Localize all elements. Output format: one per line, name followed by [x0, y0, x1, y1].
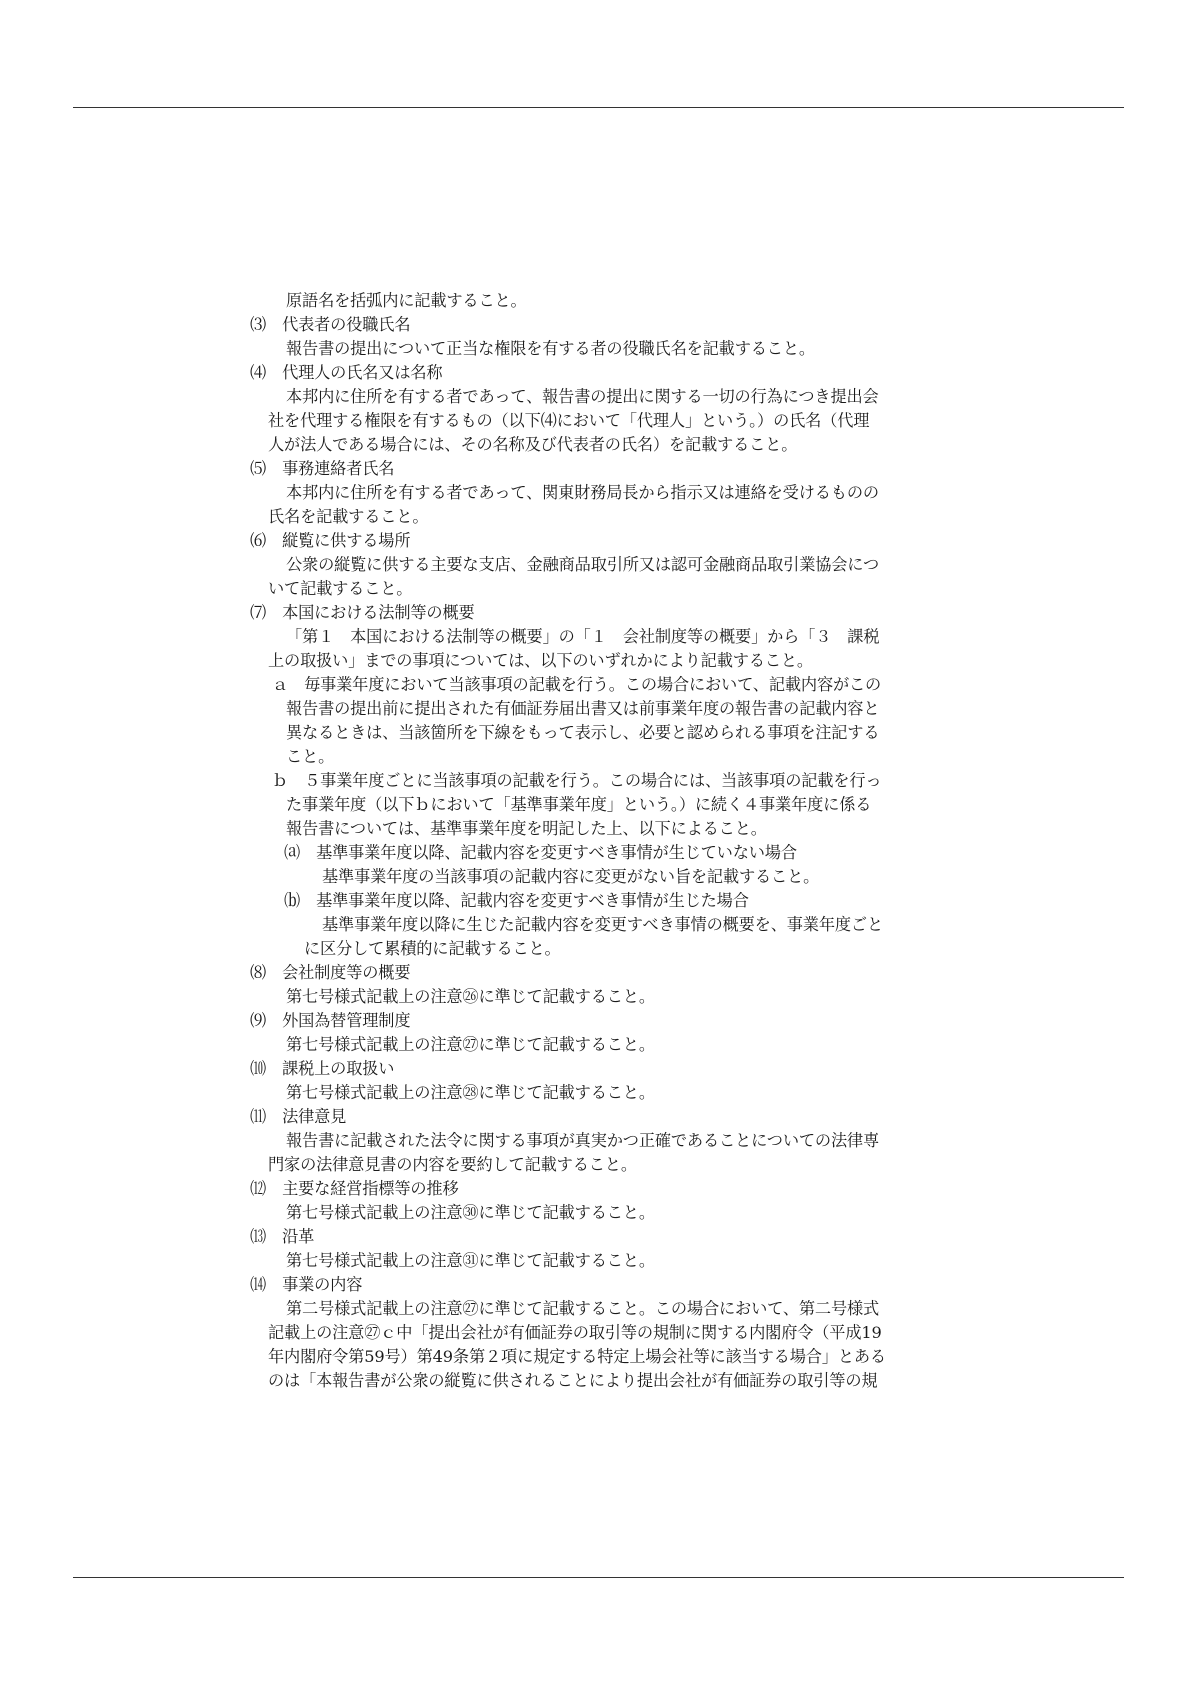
text-line: 氏名を記載すること。 — [268, 507, 429, 526]
text-line: 報告書については、基準事業年度を明記した上、以下によること。 — [286, 819, 767, 838]
text-line: ｂ ５事業年度ごとに当該事項の記載を行う。この場合には、当該事項の記載を行っ — [272, 771, 882, 790]
text-line: 本邦内に住所を有する者であって、報告書の提出に関する一切の行為につき提出会 — [286, 387, 879, 406]
text-line: 基準事業年度の当該事項の記載内容に変更がない旨を記載すること。 — [322, 867, 820, 886]
text-line: 異なるときは、当該箇所を下線をもって表示し、必要と認められる事項を注記する — [286, 723, 880, 742]
text-line: 第七号様式記載上の注意㉚に準じて記載すること。 — [286, 1203, 655, 1222]
text-line: のは「本報告書が公衆の縦覧に供されることにより提出会社が有価証券の取引等の規 — [268, 1371, 878, 1390]
text-line: 第七号様式記載上の注意㉗に準じて記載すること。 — [286, 1035, 655, 1054]
text-line: 本邦内に住所を有する者であって、関東財務局長から指示又は連絡を受けるものの — [286, 483, 879, 502]
text-line: ⒜ 基準事業年度以降、記載内容を変更すべき事情が生じていない場合 — [284, 843, 797, 862]
text-line: 公衆の縦覧に供する主要な支店、金融商品取引所又は認可金融商品取引業協会につ — [286, 555, 880, 574]
header-rule — [73, 107, 1124, 108]
footer-rule — [73, 1577, 1124, 1578]
text-line: 原語名を括弧内に記載すること。 — [286, 291, 527, 310]
text-line: 基準事業年度以降に生じた記載内容を変更すべき事情の概要を、事業年度ごと — [322, 915, 883, 934]
text-line: ⑶ 代表者の役職氏名 — [250, 315, 411, 334]
text-line: ⒁ 事業の内容 — [250, 1275, 363, 1294]
text-line: ⑾ 法律意見 — [250, 1107, 347, 1126]
text-line: 「第１ 本国における法制等の概要」の「１ 会社制度等の概要」から「３ 課税 — [286, 627, 880, 646]
text-line: ⒝ 基準事業年度以降、記載内容を変更すべき事情が生じた場合 — [284, 891, 749, 910]
text-line: いて記載すること。 — [268, 579, 413, 598]
text-line: ⑻ 会社制度等の概要 — [250, 963, 411, 982]
text-line: 報告書に記載された法令に関する事項が真実かつ正確であることについての法律専 — [286, 1131, 880, 1150]
text-line: こと。 — [286, 747, 335, 766]
text-line: 第七号様式記載上の注意㉛に準じて記載すること。 — [286, 1251, 655, 1270]
text-line: ⑷ 代理人の氏名又は名称 — [250, 363, 443, 382]
text-line: 報告書の提出前に提出された有価証券届出書又は前事業年度の報告書の記載内容と — [286, 699, 880, 718]
text-line: に区分して累積的に記載すること。 — [304, 939, 561, 958]
text-line: ａ 毎事業年度において当該事項の記載を行う。この場合において、記載内容がこの — [272, 675, 882, 694]
text-line: ⑹ 縦覧に供する場所 — [250, 531, 411, 550]
text-line: ⑼ 外国為替管理制度 — [250, 1011, 411, 1030]
document-body — [248, 289, 960, 1393]
text-line: 社を代理する権限を有するもの（以下⑷において「代理人」という。）の氏名（代理 — [268, 411, 870, 430]
text-line: 人が法人である場合には、その名称及び代表者の氏名）を記載すること。 — [268, 435, 798, 454]
text-line: ⑺ 本国における法制等の概要 — [250, 603, 475, 622]
text-line: ⑽ 課税上の取扱い — [250, 1059, 395, 1078]
text-line: た事業年度（以下ｂにおいて「基準事業年度」という。）に続く４事業年度に係る — [286, 795, 872, 814]
text-line: 上の取扱い」までの事項については、以下のいずれかにより記載すること。 — [268, 651, 813, 670]
text-line: 記載上の注意㉗ｃ中「提出会社が有価証券の取引等の規制に関する内閣府令（平成19 — [268, 1323, 882, 1342]
text-line: 門家の法律意見書の内容を要約して記載すること。 — [268, 1155, 637, 1174]
text-line: ⒀ 沿革 — [250, 1227, 315, 1246]
text-line: 年内閣府令第59号）第49条第２項に規定する特定上場会社等に該当する場合」とある — [268, 1347, 886, 1366]
text-line: 第七号様式記載上の注意㉘に準じて記載すること。 — [286, 1083, 655, 1102]
text-line: 第二号様式記載上の注意㉗に準じて記載すること。この場合において、第二号様式 — [286, 1299, 880, 1318]
text-line: 報告書の提出について正当な権限を有する者の役職氏名を記載すること。 — [286, 339, 815, 358]
text-line: ⑸ 事務連絡者氏名 — [250, 459, 395, 478]
text-line: 第七号様式記載上の注意㉖に準じて記載すること。 — [286, 987, 655, 1006]
text-line: ⑿ 主要な経営指標等の推移 — [250, 1179, 459, 1198]
